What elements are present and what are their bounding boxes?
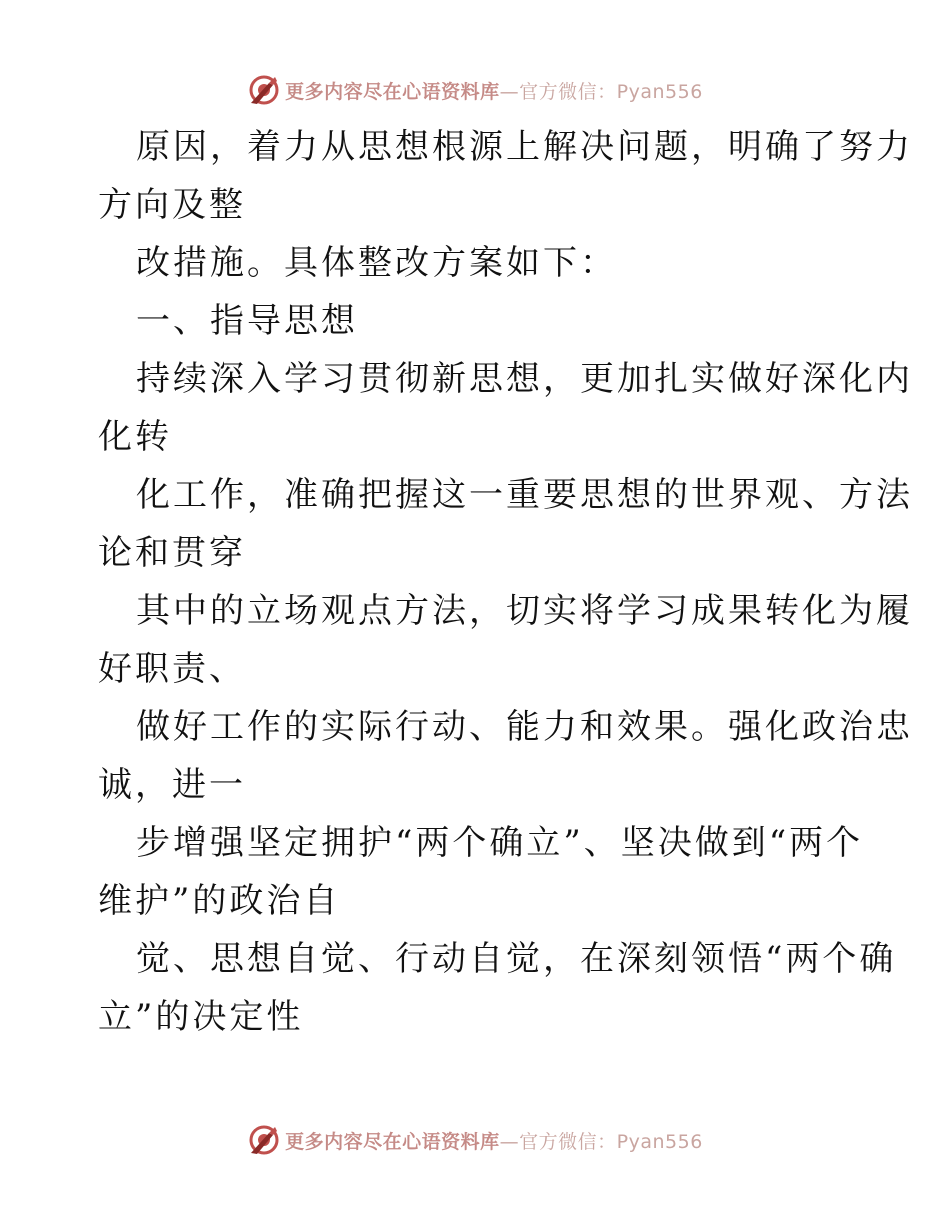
text-line: 论和贯穿 — [98, 533, 246, 573]
watermark-text — [285, 1127, 703, 1154]
text-line: 改措施。具体整改方案如下： — [136, 243, 617, 283]
text-line: 其中的立场观点方法，切实将学习成果转化为履 — [136, 591, 913, 631]
text-line: 化工作，准确把握这一重要思想的世界观、方法 — [136, 475, 913, 515]
section-heading: 一、指导思想 — [136, 301, 358, 341]
text-line: 立”的决定性 — [98, 997, 304, 1037]
watermark-main: 更多内容尽在心语资料库 — [285, 1130, 500, 1153]
watermark-main: 更多内容尽在心语资料库 — [285, 80, 500, 103]
text-line: 好职责、 — [98, 649, 246, 689]
text-line: 方向及整 — [98, 185, 246, 225]
watermark-sub: 官方微信：Pyan556 — [519, 1130, 703, 1153]
watermark-sub: 官方微信：Pyan556 — [519, 80, 703, 103]
text-line: 做好工作的实际行动、能力和效果。强化政治忠 — [136, 707, 913, 747]
text-line: 诚，进一 — [98, 765, 246, 805]
footer-watermark — [0, 1120, 950, 1160]
text-line: 原因，着力从思想根源上解决问题，明确了努力 — [136, 127, 913, 167]
watermark-dash: — — [499, 1130, 520, 1153]
text-line: 化转 — [98, 417, 172, 457]
text-line: 持续深入学习贯彻新思想，更加扎实做好深化内 — [136, 359, 913, 399]
pen-logo-icon — [247, 73, 281, 107]
text-line: 维护”的政治自 — [98, 881, 341, 921]
document-body — [98, 118, 913, 1046]
text-line: 步增强坚定拥护“两个确立”、坚决做到“两个 — [136, 823, 864, 863]
pen-logo-icon — [247, 1123, 281, 1157]
text-line: 觉、思想自觉、行动自觉，在深刻领悟“两个确 — [136, 939, 897, 979]
watermark-text — [285, 77, 703, 104]
watermark-dash: — — [499, 80, 520, 103]
header-watermark — [0, 70, 950, 110]
